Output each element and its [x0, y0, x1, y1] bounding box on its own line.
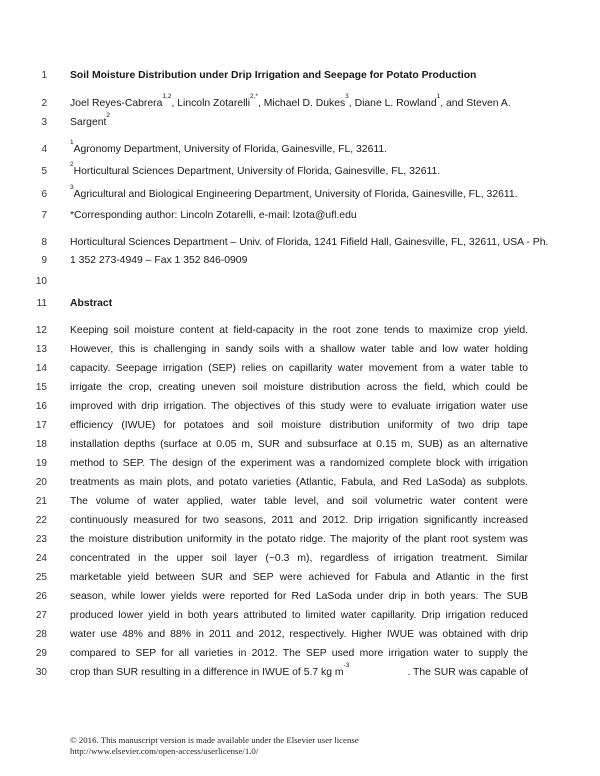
- license-url[interactable]: http://www.elsevier.com/open-access/userlicense/1.0/: [70, 746, 259, 756]
- abstract-line: The volume of water applied, water table level, and soil volumetric water content were: [70, 496, 528, 507]
- line-7: [0, 209, 600, 223]
- line-26: [0, 590, 600, 604]
- line-number: 10: [35, 276, 47, 287]
- affiliation-text: Agricultural and Biological Engineering Department, University of Florida, Gainesville, FL, 32611.: [73, 189, 518, 200]
- line-number: 27: [35, 610, 47, 621]
- line-21: [0, 495, 600, 509]
- line-number: 14: [35, 363, 47, 374]
- license-footer: [70, 735, 530, 757]
- line-number: 11: [36, 298, 47, 309]
- author-name: Michael D. Dukes: [263, 98, 346, 109]
- line-27: [0, 609, 600, 623]
- affiliation-marker: 3: [70, 184, 74, 191]
- affiliation-text: Horticultural Sciences Department, University of Florida, Gainesville, FL, 32611.: [73, 166, 441, 177]
- abstract-line: capacity. Seepage irrigation (SEP) relies on capillarity water movement from a water table to: [70, 363, 528, 374]
- line-28: [0, 628, 600, 642]
- line-2: [0, 93, 600, 111]
- abstract-text: . The SUR was capable of: [407, 667, 528, 678]
- line-8: [0, 236, 600, 250]
- line-3: [0, 112, 600, 130]
- line-number: 29: [35, 648, 47, 659]
- line-number: 12: [35, 325, 47, 336]
- author-name: Lincoln Zotarelli: [177, 98, 251, 109]
- affiliation-marker: 2: [70, 161, 74, 168]
- line-10: [0, 275, 600, 289]
- line-number: 15: [35, 382, 47, 393]
- line-15: [0, 381, 600, 395]
- line-number: 2: [41, 98, 47, 109]
- line-number: 4: [41, 144, 47, 155]
- line-number: 8: [41, 237, 47, 248]
- author-name: Diane L. Rowland: [354, 98, 437, 109]
- line-16: [0, 400, 600, 414]
- line-20: [0, 476, 600, 490]
- abstract-heading: Abstract: [70, 298, 113, 309]
- affiliation-marker: 1: [70, 139, 74, 146]
- phone-fax-line: 1 352 273-4949 – Fax 1 352 846-0909: [70, 255, 248, 266]
- author-name: and Steven A.: [446, 98, 511, 109]
- abstract-line: irrigate the crop, creating uneven soil moisture distribution across the field, which could be: [70, 382, 528, 393]
- line-13: [0, 343, 600, 357]
- line-5: [0, 161, 600, 179]
- affiliation-marker: 1,2: [162, 93, 172, 100]
- line-24: [0, 552, 600, 566]
- line-number: 30: [35, 667, 47, 678]
- abstract-line-part: [70, 662, 350, 680]
- line-30: [0, 662, 600, 680]
- line-19: [0, 457, 600, 471]
- line-number: 28: [35, 629, 47, 640]
- abstract-line: produced lower yield in both years attributed to limited water capillarity. Drip irrigation reduced: [70, 610, 528, 621]
- abstract-line: marketable yield between SUR and SEP were achieved for Fabula and Atlantic in the first: [70, 572, 528, 583]
- corresponding-author: *Corresponding author: Lincoln Zotarelli, e-mail: lzota@ufl.edu: [70, 210, 357, 221]
- abstract-line: installation depths (surface at 0.05 m, SUR and subsurface at 0.15 m, SUB) as an alternative: [70, 439, 528, 450]
- line-25: [0, 571, 600, 585]
- line-12: [0, 324, 600, 338]
- abstract-line: [70, 662, 528, 680]
- affiliation-3: [70, 184, 518, 202]
- abstract-line: improved with drip irrigation. The objectives of this study were to evaluate irrigation water use: [70, 401, 528, 412]
- line-18: [0, 438, 600, 452]
- line-number: 16: [35, 401, 47, 412]
- line-number: 25: [35, 572, 47, 583]
- line-number: 21: [35, 496, 47, 507]
- line-29: [0, 647, 600, 661]
- abstract-line: water use 48% and 88% in 2011 and 2012, respectively. Higher IWUE was obtained with drip: [70, 629, 528, 640]
- abstract-line: efficiency (IWUE) for potatoes and soil moisture distribution uniformity of two drip tape: [70, 420, 528, 431]
- abstract-line: method to SEP. The design of the experiment was a randomized complete block with irrigation: [70, 458, 528, 469]
- line-number: 13: [35, 344, 47, 355]
- author-list: Joel Reyes-Cabrera$^{1,2}$, Lincoln Zotarelli$^{2,*}$, Michael D. Dukes$^3$, Diane L. Rowland$^1$, and Steven A.: [70, 93, 511, 109]
- unit-exponent: -3: [343, 662, 350, 669]
- affiliation-1: [70, 139, 388, 157]
- line-23: [0, 533, 600, 547]
- line-number: 17: [35, 420, 47, 431]
- affiliation-marker: 3: [345, 93, 349, 100]
- affiliation-text: Agronomy Department, University of Florida, Gainesville, FL, 32611.: [73, 144, 388, 155]
- address-line: Horticultural Sciences Department – Univ. of Florida, 1241 Fifield Hall, Gainesville, FL, 32611, USA - Ph.: [70, 237, 549, 248]
- abstract-line: compared to SEP for all varieties in 2012. The SEP used more irrigation water to supply the: [70, 648, 528, 659]
- line-number: 7: [41, 210, 47, 221]
- line-14: [0, 362, 600, 376]
- line-17: [0, 419, 600, 433]
- line-9: [0, 254, 600, 268]
- affiliation-marker: 2,*: [250, 93, 258, 100]
- line-6: [0, 184, 600, 202]
- abstract-line: Keeping soil moisture content at field-capacity in the root zone tends to maximize crop yield.: [70, 325, 528, 336]
- abstract-line: the moisture distribution uniformity in the potato ridge. The majority of the plant root system was: [70, 534, 528, 545]
- line-number: 20: [35, 477, 47, 488]
- line-number: 9: [41, 255, 47, 266]
- abstract-line: continuously measured for two seasons, 2011 and 2012. Drip irrigation significantly increased: [70, 515, 528, 526]
- abstract-line: treatments as main plots, and potato varieties (Atlantic, Fabula, and Red LaSoda) as subplots.: [70, 477, 528, 488]
- abstract-line: concentrated in the upper soil layer (~0.3 m), regardless of irrigation treatment. Similar: [70, 553, 528, 564]
- line-number: 23: [35, 534, 47, 545]
- line-number: 19: [35, 458, 47, 469]
- line-number: 3: [41, 117, 47, 128]
- abstract-line: season, while lower yields were reported for Red LaSoda under drip in both years. The SUB: [70, 591, 528, 602]
- paper-title: Soil Moisture Distribution under Drip Irrigation and Seepage for Potato Production: [70, 70, 477, 81]
- affiliation-marker: 1: [436, 93, 441, 100]
- line-number: 26: [35, 591, 47, 602]
- line-number: 5: [41, 166, 47, 177]
- affiliation-2: [70, 161, 441, 179]
- line-number: 24: [35, 553, 47, 564]
- line-number: 18: [35, 439, 47, 450]
- author-name: Joel Reyes-Cabrera: [70, 98, 163, 109]
- line-22: [0, 514, 600, 528]
- abstract-line: However, this is challenging in sandy soils with a shallow water table and low water holding: [70, 344, 528, 355]
- line-number: 6: [41, 189, 47, 200]
- line-1: [0, 69, 600, 83]
- abstract-text: crop than SUR resulting in a difference in IWUE of 5.7 kg m: [70, 667, 344, 678]
- author-name: Sargent: [70, 117, 107, 128]
- line-11: [0, 297, 600, 311]
- license-notice: © 2016. This manuscript version is made available under the Elsevier user license: [70, 735, 359, 745]
- affiliation-marker: 2: [106, 112, 111, 119]
- line-number: 1: [41, 70, 47, 81]
- author-list-cont: [70, 112, 111, 130]
- line-4: [0, 139, 600, 157]
- line-number: 22: [35, 515, 47, 526]
